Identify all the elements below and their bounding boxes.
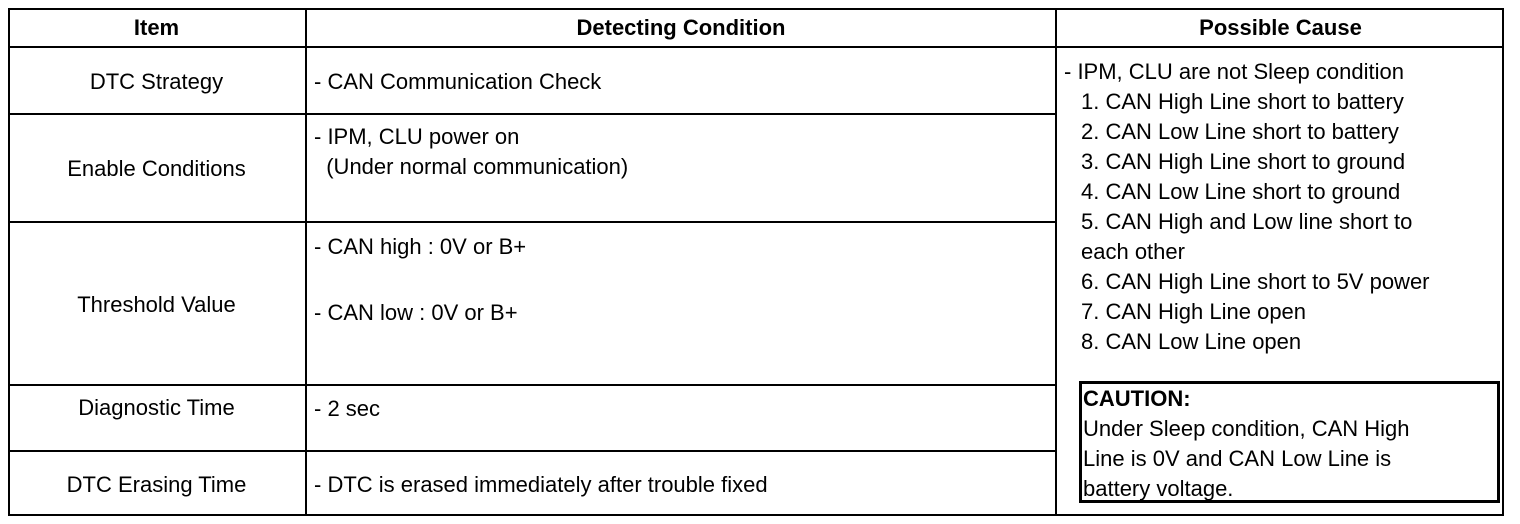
item-diagnostic-time: Diagnostic Time (78, 395, 235, 420)
cause-item: 2. CAN Low Line short to battery (1081, 119, 1399, 144)
condition-line: (Under normal communication) (314, 154, 629, 179)
item-threshold-value: Threshold Value (77, 292, 236, 317)
condition-line: - DTC is erased immediately after trouble fixed (314, 472, 768, 497)
cause-item: 8. CAN Low Line open (1081, 329, 1302, 354)
condition-line: - CAN high : 0V or B+ (314, 234, 527, 259)
header-item: Item (133, 15, 180, 40)
column-divider (305, 8, 307, 516)
row-divider (8, 113, 1056, 115)
condition-line: - CAN low : 0V or B+ (314, 300, 518, 325)
column-divider (1055, 8, 1057, 516)
item-dtc-erasing-time: DTC Erasing Time (66, 472, 247, 497)
cause-item: 7. CAN High Line open (1081, 299, 1307, 324)
header-detecting-condition: Detecting Condition (576, 15, 786, 40)
header-possible-cause: Possible Cause (1199, 15, 1362, 40)
header-divider (8, 46, 1504, 48)
row-divider (8, 221, 1056, 223)
condition-line: - 2 sec (314, 396, 381, 421)
cause-intro: - IPM, CLU are not Sleep condition (1064, 59, 1404, 84)
row-divider (8, 450, 1056, 452)
caution-line: Under Sleep condition, CAN High (1083, 416, 1410, 441)
row-divider (8, 384, 1056, 386)
caution-title: CAUTION: (1083, 386, 1191, 411)
cause-item: 1. CAN High Line short to battery (1081, 89, 1404, 114)
item-enable-conditions: Enable Conditions (67, 156, 246, 181)
caution-line: battery voltage. (1083, 476, 1234, 501)
cause-item: 6. CAN High Line short to 5V power (1081, 269, 1430, 294)
caution-line: Line is 0V and CAN Low Line is (1083, 446, 1392, 471)
item-dtc-strategy: DTC Strategy (89, 69, 224, 94)
cause-item: each other (1081, 239, 1185, 264)
cause-item: 5. CAN High and Low line short to (1081, 209, 1413, 234)
cause-item: 3. CAN High Line short to ground (1081, 149, 1406, 174)
condition-line: - IPM, CLU power on (314, 124, 520, 149)
condition-line: - CAN Communication Check (314, 69, 602, 94)
cause-item: 4. CAN Low Line short to ground (1081, 179, 1401, 204)
